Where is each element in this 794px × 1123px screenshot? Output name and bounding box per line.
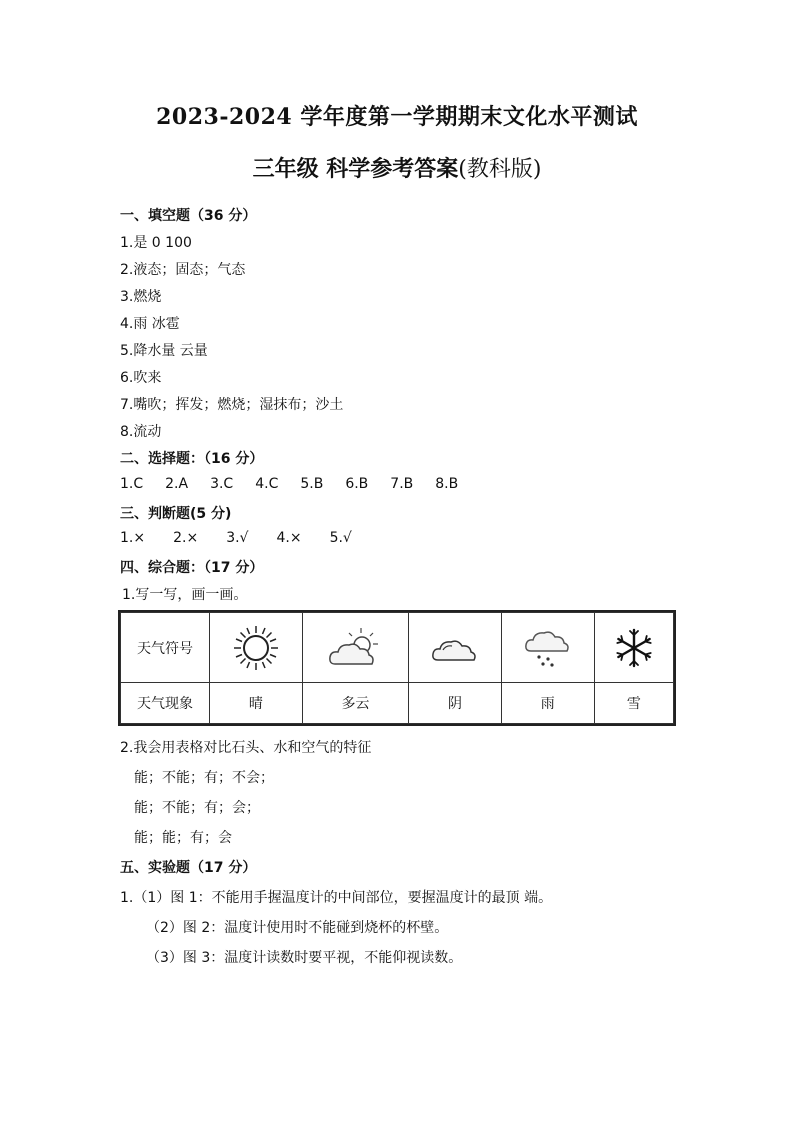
tf-answer: 2.× [173,530,199,546]
answer-line: （2）图 2：温度计使用时不能碰到烧杯的杯壁。 [146,920,449,936]
answer-line: 6.吹来 [120,370,162,386]
answer-line: 能；能；有；会 [134,830,232,846]
answer-line: 1.是 0 100 [120,235,192,251]
document-subtitle [0,152,794,183]
row-header-phenomenon: 天气现象 [121,683,210,724]
answer-line: 3.燃烧 [120,289,162,305]
weather-phenomenon-row [121,683,674,724]
rain-icon [522,623,574,673]
choice-answer: 5.B [300,476,324,492]
subtitle-edition: (教科版) [458,157,542,182]
answer-line: 能；不能；有；不会； [134,770,274,786]
choice-answer: 6.B [345,476,369,492]
tf-answer: 5.√ [329,530,352,546]
true-false-answers [120,530,380,546]
subtitle-main: 三年级 科学参考答案 [252,156,459,182]
phenomenon-cell: 雪 [594,683,673,724]
choice-answer: 1.C [120,476,144,492]
answer-line: 能；不能；有；会； [134,800,260,816]
phenomenon-cell: 晴 [210,683,303,724]
sun-icon [230,622,282,674]
choice-answers [120,476,480,492]
phenomenon-cell: 多云 [302,683,408,724]
section-heading-true-false: 三、判断题(5 分) [120,506,232,522]
weather-table [118,610,676,726]
tf-answer: 4.× [276,530,302,546]
question-line: 1.写一写，画一画。 [122,587,248,603]
choice-answer: 2.A [165,476,189,492]
section-heading-multiple-choice: 二、选择题：（16 分） [120,451,264,467]
choice-answer: 8.B [435,476,459,492]
answer-line: 1.（1）图 1：不能用手握温度计的中间部位，要握温度计的最顶 端。 [120,890,553,906]
tf-answer: 3.√ [226,530,249,546]
cloud-icon [429,628,481,668]
section-heading-experiment: 五、实验题（17 分） [120,860,257,876]
section-heading-fill-in: 一、填空题（36 分） [120,208,257,224]
choice-answer: 7.B [390,476,414,492]
choice-answer: 4.C [255,476,279,492]
document-title: 2023-2024 学年度第一学期期末文化水平测试 [156,104,638,130]
snowflake-icon [612,626,656,670]
phenomenon-cell: 阴 [409,683,502,724]
choice-answer: 3.C [210,476,234,492]
answer-line: 5.降水量 云量 [120,343,208,359]
tf-answer: 1.× [120,530,146,546]
weather-symbol-row [121,613,674,683]
question-line: 2.我会用表格对比石头、水和空气的特征 [120,740,372,756]
partly-cloudy-icon [325,624,385,672]
answer-line: 4.雨 冰雹 [120,316,180,332]
answer-line: 8.流动 [120,424,162,440]
section-heading-comprehensive: 四、综合题：（17 分） [120,560,264,576]
answer-line: （3）图 3：温度计读数时要平视，不能仰视读数。 [146,950,463,966]
phenomenon-cell: 雨 [501,683,594,724]
answer-line: 7.嘴吹；挥发；燃烧；湿抹布；沙土 [120,397,344,413]
answer-line: 2.液态；固态；气态 [120,262,246,278]
row-header-symbol: 天气符号 [121,613,210,683]
